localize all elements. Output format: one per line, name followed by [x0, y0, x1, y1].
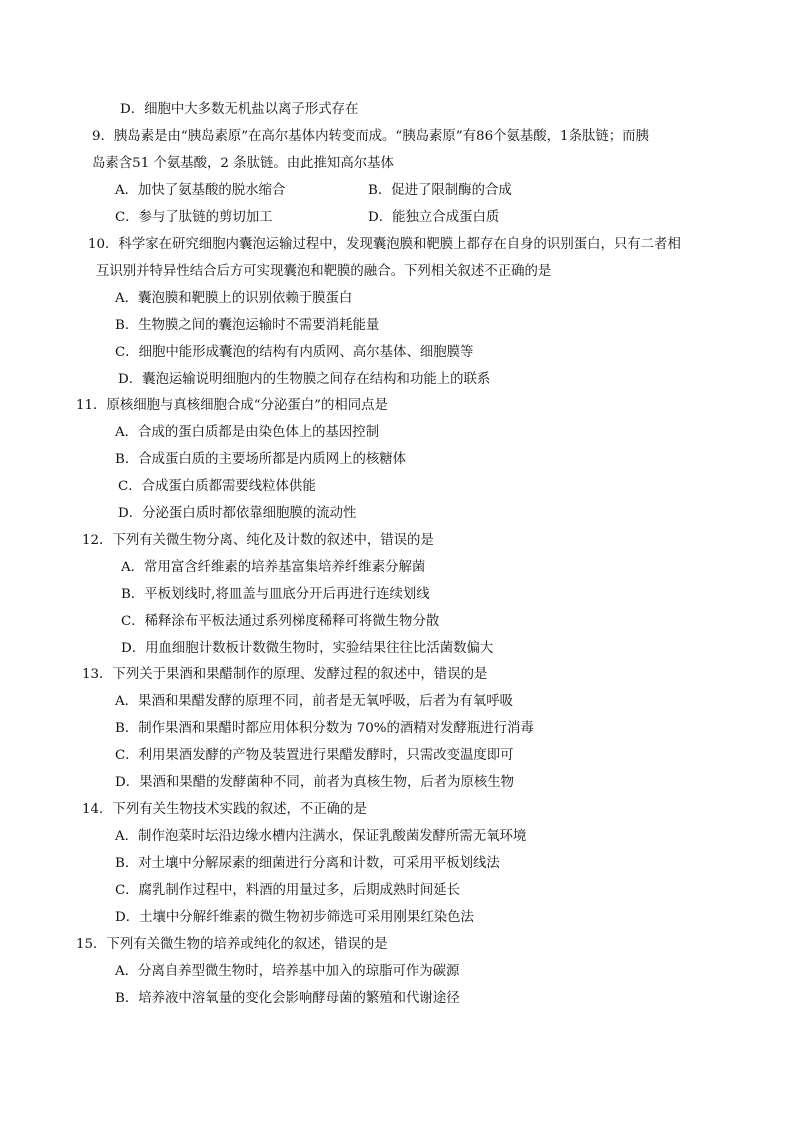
q14-stem: 14．下列有关生物技术实践的叙述，不正确的是: [82, 802, 367, 817]
q11-option-b: B．合成蛋白质的主要场所都是内质网上的核糖体: [115, 452, 407, 467]
q10-option-d: D．囊泡运输说明细胞内的生物膜之间存在结构和功能上的联系: [118, 372, 491, 387]
q12-option-c: C．稀释涂布平板法通过系列梯度稀释可将微生物分散: [121, 614, 440, 629]
q10-stem-line2: 互识别并特异性结合后方可实现囊泡和靶膜的融合。下列相关叙述不正确的是: [96, 264, 552, 279]
q15-option-a: A．分离自养型微生物时，培养基中加入的琼脂可作为碳源: [115, 964, 460, 979]
q13-option-b: B．制作果酒和果醋时都应用体积分数为 70%的酒精对发酵瓶进行消毒: [115, 721, 534, 736]
q13-stem: 13．下列关于果酒和果醋制作的原理、发酵过程的叙述中，错误的是: [82, 667, 488, 682]
q9-stem-line2: 岛素含51 个氨基酸，2 条肽链。由此推知高尔基体: [92, 156, 394, 171]
q10-option-c: C．细胞中能形成囊泡的结构有内质网、高尔基体、细胞膜等: [115, 345, 474, 360]
q10-stem-line1: 10．科学家在研究细胞内囊泡运输过程中，发现囊泡膜和靶膜上都存在自身的识别蛋白，只有二者相: [88, 237, 681, 252]
q9-option-b: B．促进了限制酶的合成: [368, 183, 512, 198]
q15-stem: 15．下列有关微生物的培养或纯化的叙述，错误的是: [76, 937, 388, 952]
q9-option-d: D．能独立合成蛋白质: [368, 210, 500, 225]
q13-option-d: D．果酒和果醋的发酵菌种不同，前者为真核生物，后者为原核生物: [115, 775, 515, 790]
q10-option-b: B．生物膜之间的囊泡运输时不需要消耗能量: [115, 318, 380, 333]
q12-option-a: A．常用富含纤维素的培养基富集培养纤维素分解菌: [121, 560, 426, 575]
q11-option-c: C．合成蛋白质都需要线粒体供能: [118, 479, 316, 494]
q15-option-b: B．培养液中溶氧量的变化会影响酵母菌的繁殖和代谢途径: [115, 991, 460, 1006]
q12-option-d: D．用血细胞计数板计数微生物时，实验结果往往比活菌数偏大: [121, 641, 494, 656]
q14-option-d: D．土壤中分解纤维素的微生物初步筛选可采用刚果红染色法: [115, 910, 474, 925]
q11-stem: 11．原核细胞与真核细胞合成“分泌蛋白”的相同点是: [76, 398, 388, 413]
q9-stem-line1: 9．胰岛素是由“胰岛素原”在高尔基体内转变而成。“胰岛素原”有86个氨基酸，1条肽链；而胰: [92, 129, 649, 144]
q10-option-a: A．囊泡膜和靶膜上的识别依赖于膜蛋白: [115, 291, 353, 306]
q13-option-a: A．果酒和果醋发酵的原理不同，前者是无氧呼吸，后者为有氧呼吸: [115, 694, 513, 709]
q11-option-d: D．分泌蛋白质时都依靠细胞膜的流动性: [118, 506, 357, 521]
q13-option-c: C．利用果酒发酵的产物及装置进行果醋发酵时，只需改变温度即可: [115, 748, 514, 763]
q9-option-c: C．参与了肽链的剪切加工: [115, 210, 273, 225]
q14-option-b: B．对土壤中分解尿素的细菌进行分离和计数，可采用平板划线法: [115, 856, 500, 871]
q14-option-c: C．腐乳制作过程中，料酒的用量过多，后期成熟时间延长: [115, 883, 461, 898]
q8-option-d: D．细胞中大多数无机盐以离子形式存在: [120, 102, 359, 117]
q11-option-a: A．合成的蛋白质都是由染色体上的基因控制: [115, 425, 380, 440]
q12-stem: 12．下列有关微生物分离、纯化及计数的叙述中，错误的是: [82, 533, 434, 548]
q14-option-a: A．制作泡菜时坛沿边缘水槽内注满水，保证乳酸菌发酵所需无氧环境: [115, 829, 527, 844]
q9-option-a: A．加快了氨基酸的脱水缩合: [115, 183, 286, 198]
q12-option-b: B．平板划线时,将皿盖与皿底分开后再进行连续划线: [121, 587, 430, 602]
